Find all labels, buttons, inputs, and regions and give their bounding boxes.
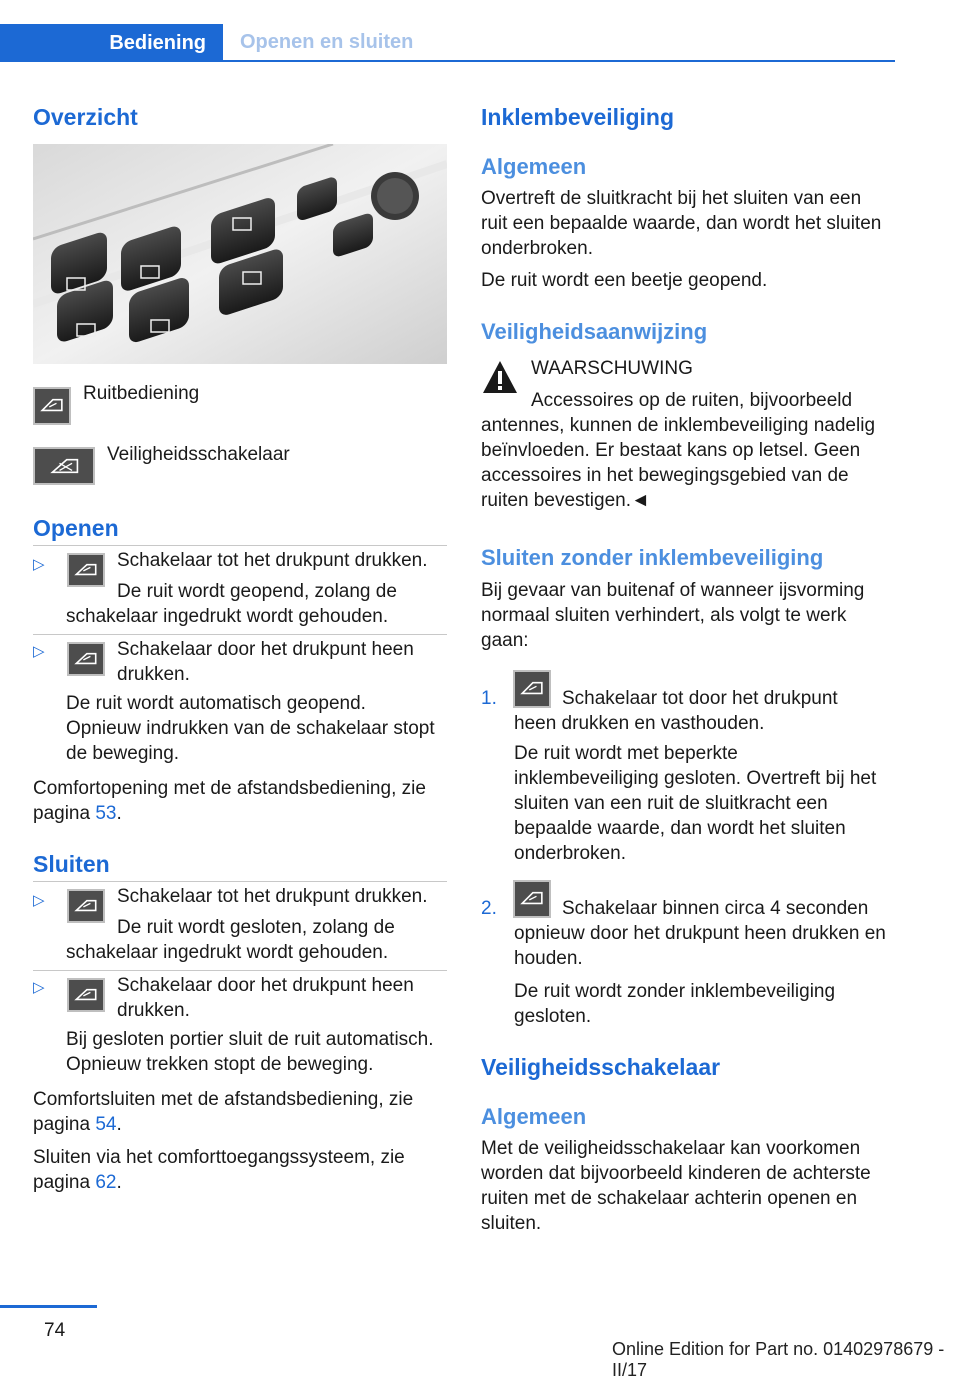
general-text-2: De ruit wordt een beetje geopend. [481, 270, 768, 291]
edition-label: Online Edition for Part no. 01402978679 - II/17 [612, 1339, 945, 1380]
open-item-1-result: De ruit wordt geopend, zolang de schakelaar ingedrukt wordt gehouden. [66, 581, 397, 627]
close-item-2-result: Bij gesloten portier sluit de ruit automatisch. Opnieuw trekken stopt de beweging. [66, 1029, 434, 1075]
legend-safety-switch-label: Veiligheidsschakelaar [107, 444, 290, 465]
comfort-close-text: Comfortsluiten met de afstandsbediening, zie pagina 54. [33, 1089, 414, 1135]
open-item-2-result: De ruit wordt automatisch geopend. Opnieuw indrukken van de schakelaar stopt de beweging. [66, 693, 435, 764]
no-pinch-title: Sluiten zonder inklembeveiliging [481, 545, 824, 570]
open-item-1-action: Schakelaar tot het drukpunt drukken. [117, 550, 428, 571]
step-1-text: Schakelaar tot door het drukpunt heen drukken en vasthouden. [514, 688, 838, 734]
bullet-icon: ▷ [33, 892, 45, 909]
window-switch-icon [33, 387, 71, 425]
tab-openen-en-sluiten[interactable]: Openen en sluiten [223, 24, 895, 62]
window-switch-icon [67, 642, 105, 676]
page-link-53[interactable]: 53 [95, 803, 117, 824]
no-pinch-intro: Bij gevaar van buitenaf of wanneer ijsvorming normaal sluiten verhindert, als volgt te werk gaan: [481, 580, 865, 651]
divider [33, 970, 447, 971]
divider [33, 881, 447, 882]
overview-title: Overzicht [33, 104, 138, 130]
switch-general-subtitle: Algemeen [481, 1104, 587, 1129]
close-item-1-result: De ruit wordt gesloten, zolang de schakelaar ingedrukt wordt gehouden. [66, 917, 395, 963]
open-title: Openen [33, 515, 119, 541]
open-item-2-action: Schakelaar door het drukpunt heen drukken. [117, 639, 414, 685]
close-item-2-action: Schakelaar door het drukpunt heen drukken. [117, 975, 414, 1021]
access-close-text: Sluiten via het comforttoegangssysteem, zie pagina 62. [33, 1147, 405, 1193]
step-number-2: 2. [481, 898, 497, 919]
general-subtitle: Algemeen [481, 154, 587, 179]
bullet-icon: ▷ [33, 643, 45, 660]
tab-bediening[interactable]: Bediening [0, 24, 223, 62]
close-item-1-action: Schakelaar tot het drukpunt drukken. [117, 886, 428, 907]
page-link-62[interactable]: 62 [95, 1172, 117, 1193]
warning-label: WAARSCHUWING [531, 358, 693, 379]
step-1-result: De ruit wordt met beperkte inklembeveiliging gesloten. Overtreft bij het sluiten van een ruit de sluitkracht een bepaalde waarde, dan wordt het sluiten onderbroken. [514, 743, 877, 864]
page-header [0, 24, 895, 62]
bullet-icon: ▷ [33, 979, 45, 996]
pinch-protection-title: Inklembeveiliging [481, 104, 674, 130]
bullet-icon: ▷ [33, 556, 45, 573]
safety-note-title: Veiligheidsaanwijzing [481, 319, 708, 344]
window-switch-icon [67, 978, 105, 1012]
close-title: Sluiten [33, 851, 110, 877]
switch-text: Met de veiligheidsschakelaar kan voorkomen worden dat bijvoorbeeld kinderen de achterste ruiten met de schakelaar achterin openen en sluiten. [481, 1138, 871, 1234]
step-2-text: Schakelaar binnen circa 4 seconden opnieuw door het drukpunt heen drukken en houden. [514, 898, 886, 969]
divider [33, 634, 447, 635]
page-number: 74 [44, 1320, 66, 1341]
page-link-54[interactable]: 54 [95, 1114, 117, 1135]
legend-window-switch-label: Ruitbediening [83, 383, 200, 404]
step-2-result: De ruit wordt zonder inklembeveiliging gesloten. [514, 981, 836, 1027]
footer-rule [0, 1305, 97, 1308]
window-switch-panel-photo [33, 144, 447, 364]
divider [33, 545, 447, 546]
step-number-1: 1. [481, 688, 497, 709]
safety-switch-icon [33, 447, 95, 485]
general-text: Overtreft de sluitkracht bij het sluiten van een ruit een bepaalde waarde, dan wordt het sluiten onderbroken. [481, 188, 882, 259]
safety-switch-title: Veiligheidsschakelaar [481, 1054, 721, 1080]
warning-text: Accessoires op de ruiten, bijvoorbeeld antennes, kunnen de inklembeveiliging nadelig beïnvloeden. Er bestaat kans op letsel. Geen accessoires in het bewegingsgebied van de ruiten bevestigen.◄ [481, 390, 876, 511]
comfort-open-text: Comfortopening met de afstandsbediening, zie pagina 53. [33, 778, 426, 824]
